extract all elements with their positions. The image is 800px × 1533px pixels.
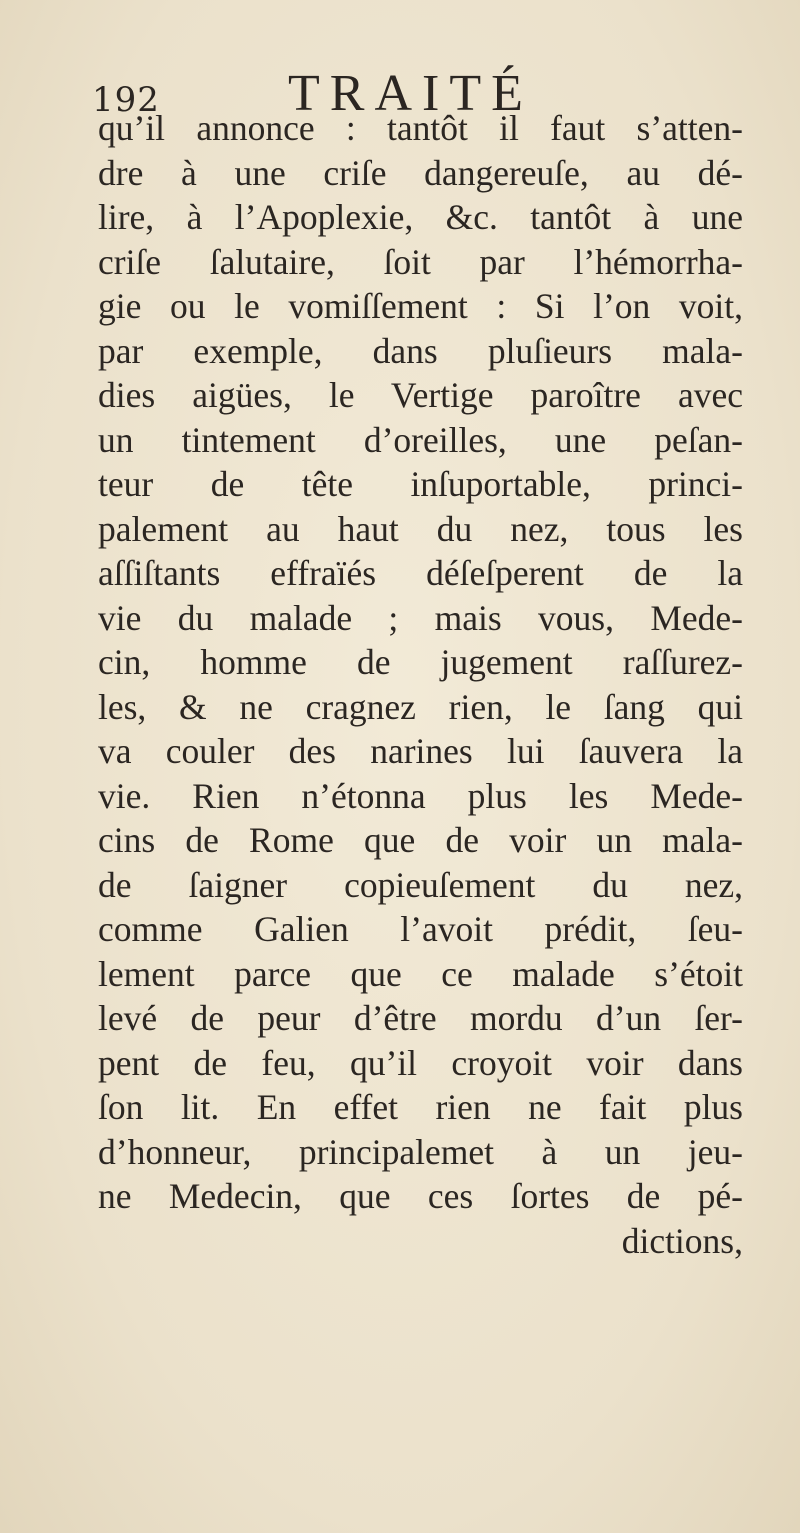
text-line: dre à une criſe dangereuſe, au dé- [98,152,743,193]
text-line: dies aigües, le Vertige paroître avec [98,375,743,415]
page-number: 192 [92,80,160,120]
text-line: ne Medecin, que ces ſortes de pé- [98,1176,743,1216]
text-line: un tintement d’oreilles, une peſan- [98,419,743,460]
running-head: TRAITÉ [288,65,533,122]
text-line: vie. Rien n’étonna plus les Mede- [98,775,743,816]
text-line: comme Galien l’avoit prédit, ſeu- [98,909,743,949]
text-line: lement parce que ce malade s’étoit [98,953,743,994]
text-line: aſſiſtants effraïés déſeſperent de la [98,553,743,593]
text-line: vie du malade ; mais vous, Mede- [98,597,743,638]
text-line: palement au haut du nez, tous les [98,508,743,549]
text-line: ſon lit. En effet rien ne fait plus [98,1087,743,1127]
text-line: cin, homme de jugement raſſurez- [98,642,743,682]
text-line: teur de tête inſuportable, princi- [98,464,743,504]
text-line: pent de feu, qu’il croyoit voir dans [98,1042,743,1083]
text-line: levé de peur d’être mordu d’un ſer- [98,998,743,1038]
text-line: va couler des narines lui ſauvera la [98,731,743,771]
text-line: les, & ne cragnez rien, le ſang qui [98,686,743,727]
text-line: cins de Rome que de voir un mala- [98,820,743,860]
text-line: par exemple, dans pluſieurs mala- [98,330,743,371]
text-line-catchword: dictions, [621,1220,743,1261]
text-line: qu’il annonce : tantôt il faut s’atten- [98,108,743,148]
text-line: d’honneur, principalemet à un jeu- [98,1131,743,1172]
body-text [98,106,743,1263]
text-line: lire, à l’Apoplexie, &c. tantôt à une [98,197,743,237]
text-line: de ſaigner copieuſement du nez, [98,864,743,905]
text-line: criſe ſalutaire, ſoit par l’hémorrha- [98,241,743,282]
text-line: gie ou le vomiſſement : Si l’on voit, [98,286,743,326]
